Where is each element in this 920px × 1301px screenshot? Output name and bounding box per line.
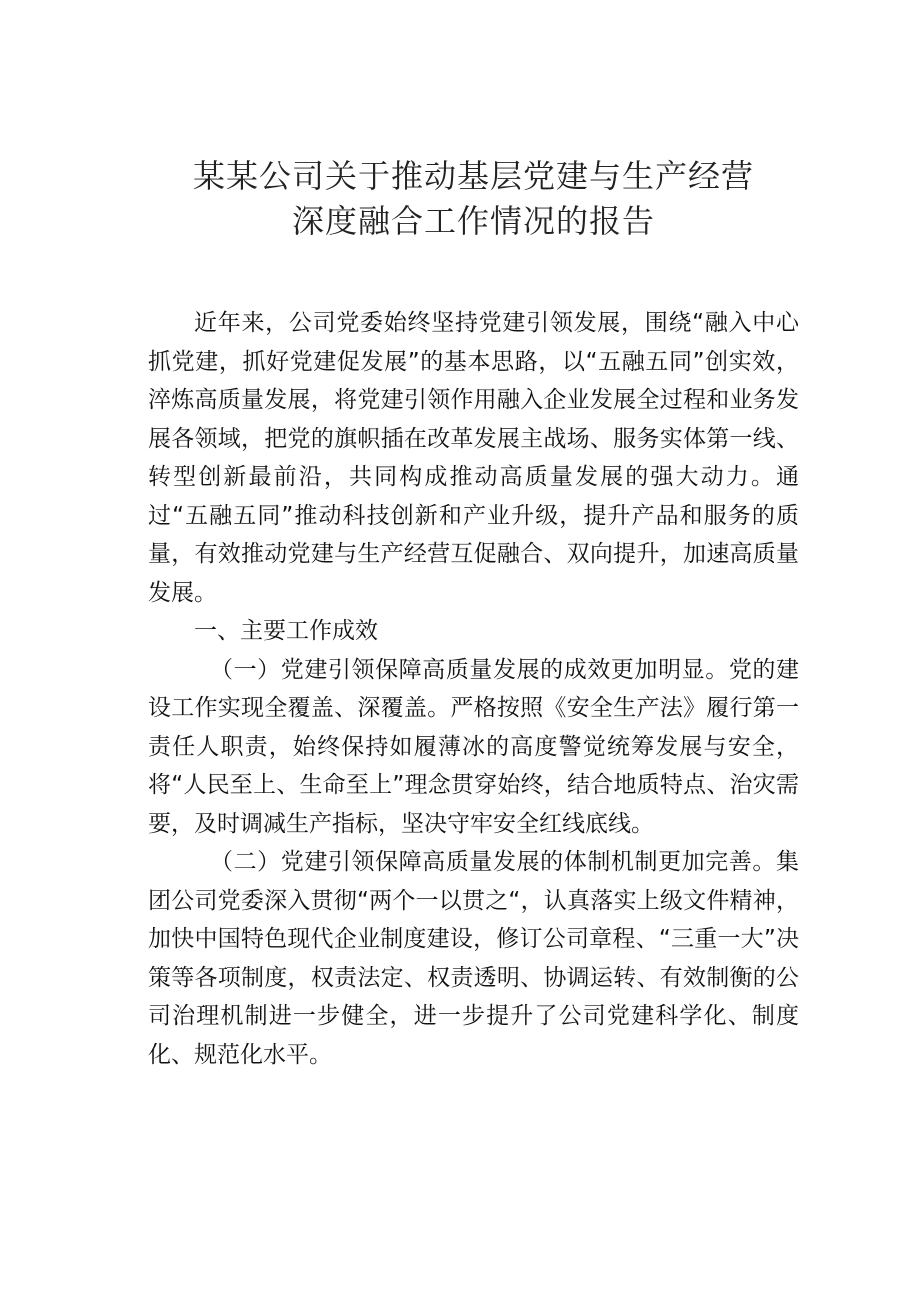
report-body	[148, 304, 799, 1074]
section-heading-main-results: 一、主要工作成效	[194, 618, 378, 644]
title-line-2: 深度融合工作情况的报告	[291, 202, 655, 240]
item-paragraph-1: （一）党建引领保障高质量发展的成效更加明显。党的建设工作实现全覆盖、深覆盖。严格按照《安全生产法》履行第一责任人职责，始终保持如履薄冰的高度警觉统筹发展与安全，将“人民至上、生命至上”理念贯穿始终，结合地质特点、治灾需要，及时调减生产指标，坚决守牢安全红线底线。	[148, 656, 799, 837]
intro-paragraph: 近年来，公司党委始终坚持党建引领发展，围绕“融入中心抓党建，抓好党建促发展”的基本思路，以“五融五同”创实效，淬炼高质量发展，将党建引领作用融入企业发展全过程和业务发展各领域，把党的旗帜插在改革发展主战场、服务实体第一线、转型创新最前沿，共同构成推动高质量发展的强大动力。通过“五融五同”推动科技创新和产业升级，提升产品和服务的质量，有效推动党建与生产经营互促融合、双向提升，加速高质量发展。	[148, 310, 799, 606]
report-title	[148, 0, 799, 244]
title-line-1: 某某公司关于推动基层党建与生产经营	[192, 157, 754, 195]
item-paragraph-2: （二）党建引领保障高质量发展的体制机制更加完善。集团公司党委深入贯彻“两个一以贯之“，认真落实上级文件精神，加快中国特色现代企业制度建设，修订公司章程、“三重一大”决策等各项制度，权责法定、权责透明、协调运转、有效制衡的公司治理机制进一步健全，进一步提升了公司党建科学化、制度化、规范化水平。	[148, 849, 799, 1068]
